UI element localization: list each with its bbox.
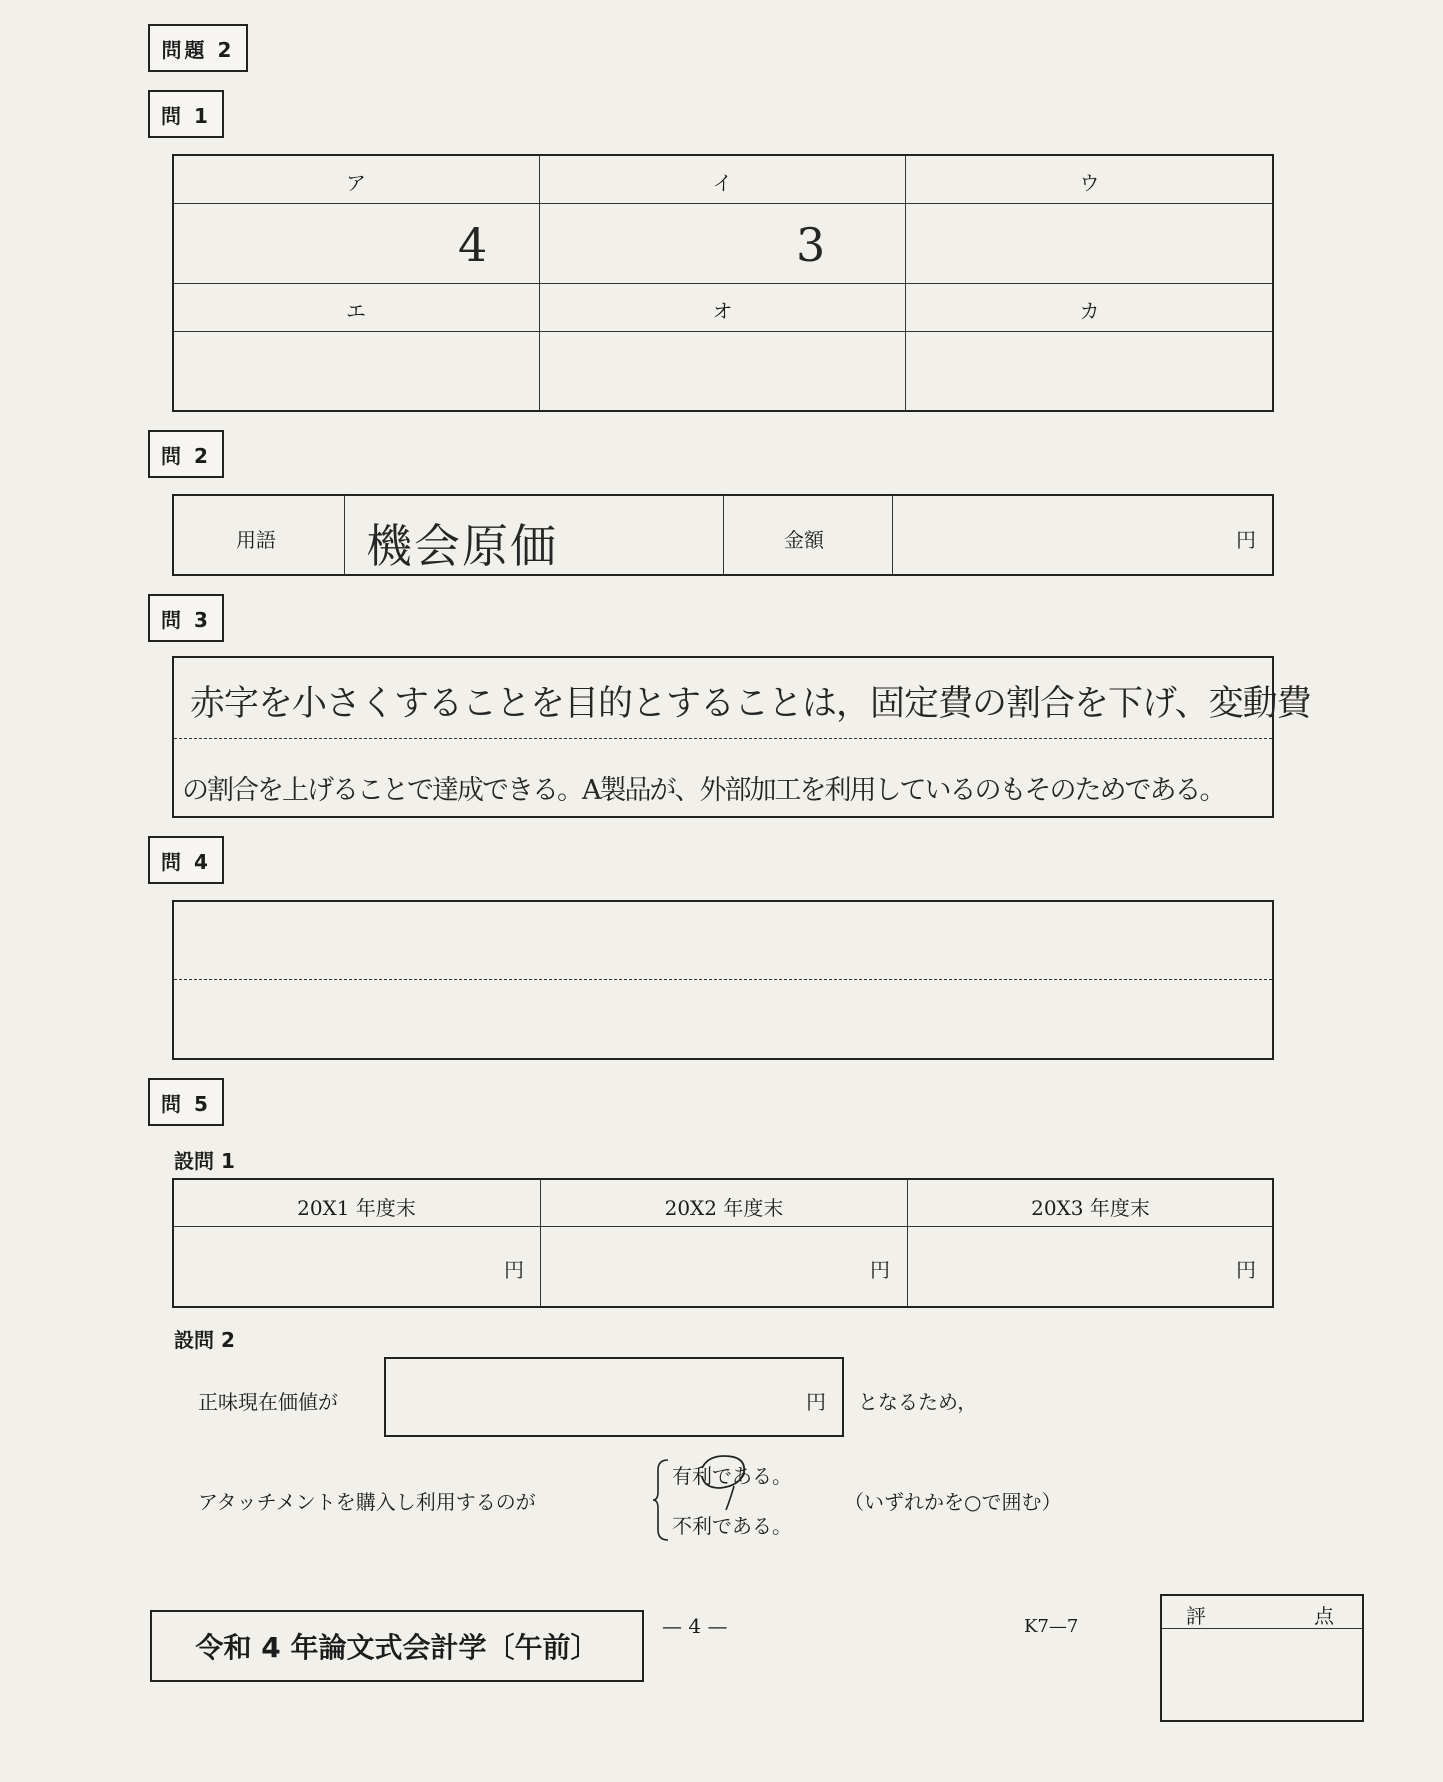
question-3-label: 問 3 <box>148 594 224 642</box>
year-unit-20x3: 円 <box>1236 1258 1256 1282</box>
exam-title: 令和 4 年論文式会計学〔午前〕 <box>195 1631 599 1664</box>
q1-answer-i[interactable]: 3 <box>796 218 826 272</box>
q1-answer-a[interactable]: 4 <box>458 218 488 272</box>
npv-suffix: となるため， <box>858 1390 978 1414</box>
page-code: K7—7 <box>1024 1616 1079 1637</box>
amount-label: 金額 <box>784 528 824 552</box>
score-label-1: 評 <box>1186 1604 1206 1628</box>
question-5-label: 問 5 <box>148 1078 224 1126</box>
q3-answer-line-2[interactable]: の割合を上げることで達成できる。A製品が、外部加工を利用しているのもそのためである。 <box>182 775 1225 806</box>
year-header-20x2: 20X2 年度末 <box>664 1196 784 1220</box>
q1-header-o: オ <box>712 299 733 323</box>
q1-header-u: ウ <box>1079 171 1100 195</box>
problem-label: 問題 2 <box>148 24 248 72</box>
exam-title-box <box>150 1610 644 1682</box>
sub-question-1-label: 設問 1 <box>174 1149 235 1173</box>
q1-header-a: ア <box>346 171 366 195</box>
score-label-2: 点 <box>1314 1604 1334 1628</box>
q3-answer-line-1[interactable]: 赤字を小さくすることを目的とすることは，固定費の割合を下げ、変動費 <box>190 684 1311 724</box>
choice-brace-icon <box>652 1458 672 1542</box>
circle-instruction: （いずれかを○で囲む） <box>844 1490 1062 1514</box>
year-header-20x3: 20X3 年度末 <box>1031 1196 1150 1220</box>
amount-unit: 円 <box>1236 528 1256 552</box>
q1-header-e: エ <box>346 299 366 323</box>
question-1-label: 問 1 <box>148 90 224 138</box>
year-unit-20x1: 円 <box>504 1258 524 1282</box>
question-2-label: 問 2 <box>148 430 224 478</box>
page-number: — 4 — <box>662 1614 728 1638</box>
question-4-label: 問 4 <box>148 836 224 884</box>
npv-answer-box[interactable] <box>384 1357 844 1437</box>
q1-header-i: イ <box>712 171 733 195</box>
year-unit-20x2: 円 <box>870 1258 890 1282</box>
term-answer[interactable]: 機会原価 <box>366 519 558 573</box>
option-unfavorable[interactable]: 不利である。 <box>672 1514 792 1538</box>
option-favorable[interactable]: 有利である。 <box>672 1464 792 1488</box>
term-label: 用語 <box>236 528 276 552</box>
year-header-20x1: 20X1 年度末 <box>297 1196 416 1220</box>
sub-question-2-label: 設問 2 <box>174 1328 235 1352</box>
npv-unit: 円 <box>806 1390 826 1414</box>
npv-prefix: 正味現在価値が <box>198 1390 338 1414</box>
q1-header-ka: カ <box>1079 299 1100 323</box>
hand-drawn-circle-mark <box>694 1452 758 1514</box>
choice-prefix: アタッチメントを購入し利用するのが <box>198 1490 536 1514</box>
